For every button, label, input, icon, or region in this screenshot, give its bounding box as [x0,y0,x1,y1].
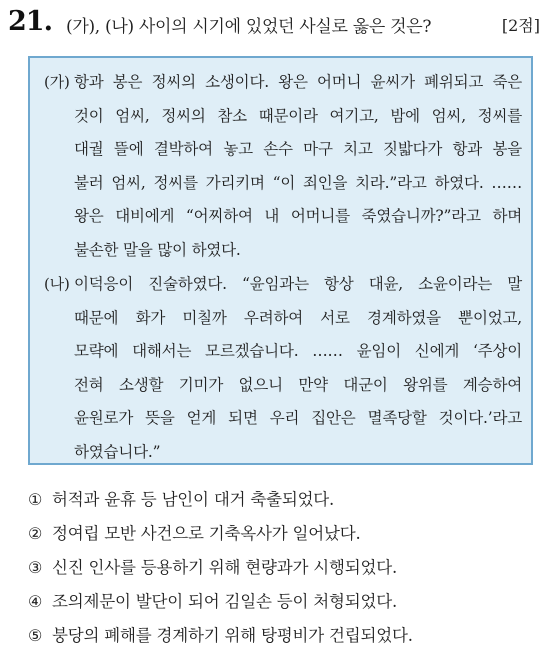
passage-box [28,56,533,465]
passage-a-text: 대궐 뜰에 결박하여 놓고 손수 마구 치고 짓밟다가 항과 봉을 [74,140,522,159]
passage-b-text: 하였습니다.” [74,442,161,461]
passage-a-marker: (가) [44,73,70,91]
passage-a-text: 것이 엄씨, 정씨의 참소 때문이라 여기고, 밤에 엄씨, 정씨를 [74,106,522,125]
passage-b-text: 이덕응이 진술하였다. “윤임과는 항상 대윤, 소윤이라는 말 [74,275,522,293]
choice-text: 정여립 모반 사건으로 기축옥사가 일어났다. [52,524,361,543]
choice-marker: ③ [28,558,43,577]
passage-a-text: 불손한 말을 많이 하였다. [74,240,241,259]
answer-choice-1[interactable] [28,483,528,517]
question-prompt: (가), (나) 사이의 시기에 있었던 사실로 옳은 것은? [66,17,432,37]
passage-a-text: 항과 봉은 정씨의 소생이다. 왕은 어머니 윤씨가 폐위되고 죽은 [74,73,522,91]
answer-choice-2[interactable] [28,517,528,551]
passage-b-line [44,369,522,403]
passage-a-line [44,66,522,100]
passage-a-line [44,100,522,134]
passage-a-text: 불러 엄씨, 정씨를 가리키며 “이 죄인을 치라.”라고 하였다. …… [74,173,522,192]
passage-b-line [44,436,522,470]
passage-b-text: 전혀 소생할 기미가 없으니 만약 대군이 왕위를 계승하여 [74,375,522,394]
choice-text: 붕당의 폐해를 경계하기 위해 탕평비가 건립되었다. [52,626,413,645]
passage-a-line [44,133,522,167]
choice-marker: ⑤ [28,626,43,645]
passage-b-line [44,268,522,302]
choice-marker: ② [28,524,43,543]
answer-choice-5[interactable] [28,619,528,653]
passage-a-text: 왕은 대비에게 “어찌하여 내 어머니를 죽였습니까?”라고 하며 [74,207,522,226]
choice-text: 조의제문이 발단이 되어 김일손 등이 처형되었다. [52,592,398,611]
passage-a-line [44,167,522,201]
passage-b-line [44,335,522,369]
passage-b-line [44,302,522,336]
question-header [8,6,544,40]
question-points: [2점] [501,16,540,35]
passage-b-marker: (나) [44,275,70,293]
question-number: 21. [8,6,52,37]
answer-choices [28,483,528,653]
passage-b-text: 윤원로가 뜻을 얻게 되면 우리 집안은 멸족당할 것이다.’라고 [74,409,522,428]
passage-a-line [44,234,522,268]
passage-b-text: 때문에 화가 미칠까 우려하여 서로 경계하였을 뿐이었고, [74,308,522,327]
choice-text: 허적과 윤휴 등 남인이 대거 축출되었다. [52,490,335,509]
choice-text: 신진 인사를 등용하기 위해 현량과가 시행되었다. [52,558,398,577]
passage-a [44,66,522,268]
passage-b-text: 모략에 대해서는 모르겠습니다. …… 윤임이 신에게 ‘주상이 [74,342,522,361]
answer-choice-4[interactable] [28,585,528,619]
choice-marker: ① [28,490,43,509]
passage-a-line [44,200,522,234]
answer-choice-3[interactable] [28,551,528,585]
passage-b-line [44,402,522,436]
passage-b [44,268,522,470]
choice-marker: ④ [28,592,43,611]
